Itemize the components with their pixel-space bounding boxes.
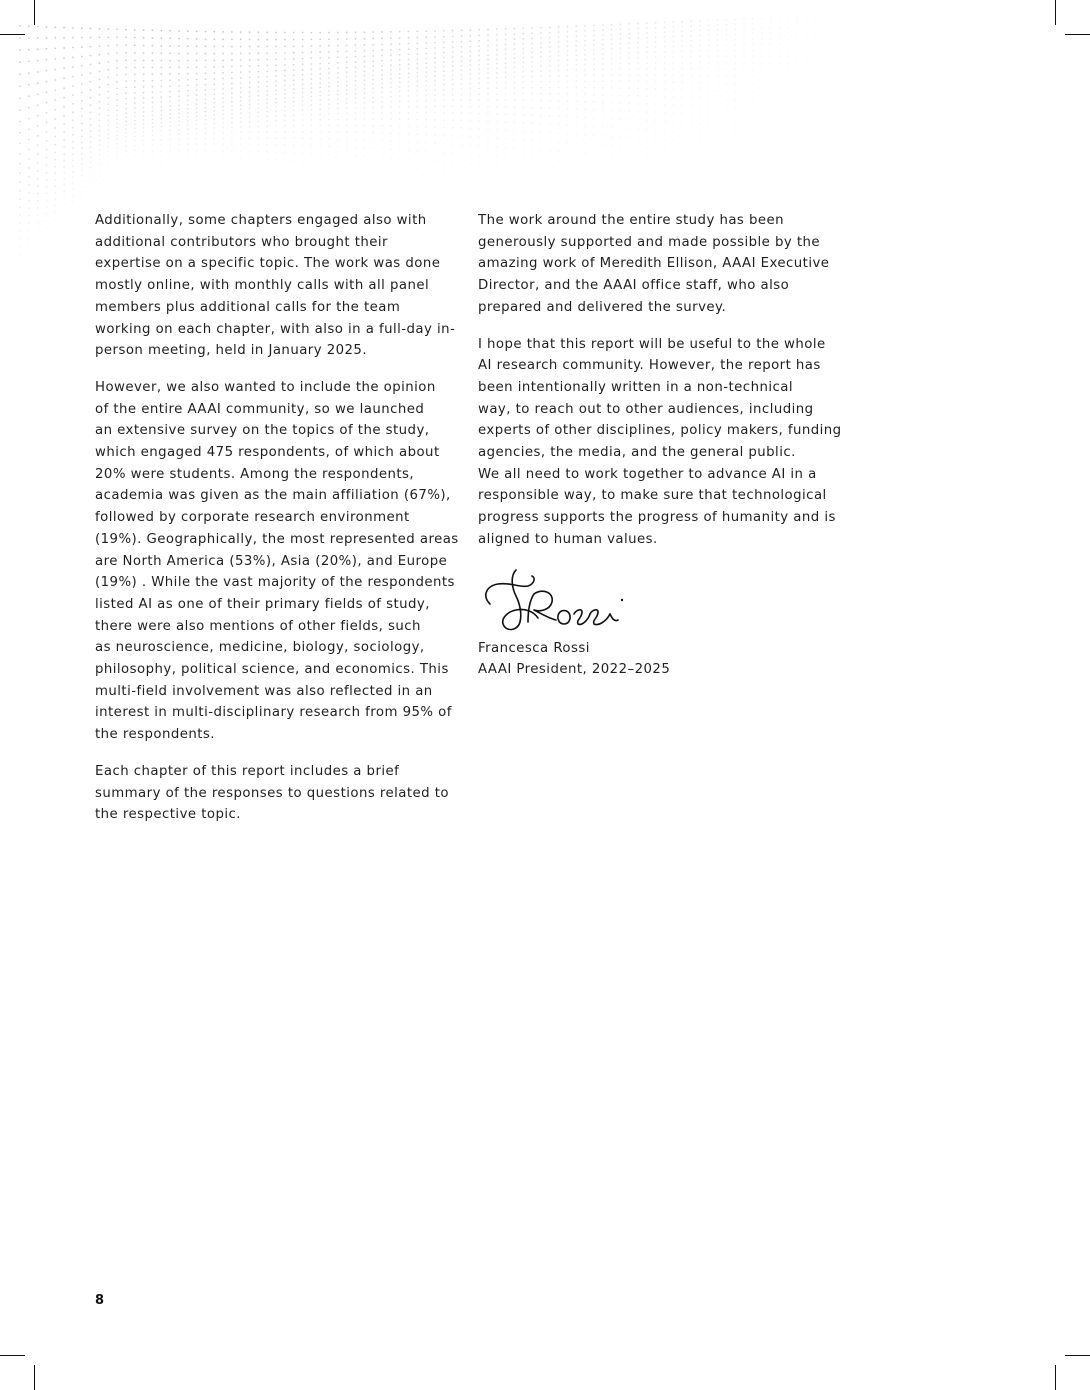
signer-name: Francesca Rossi — [478, 640, 590, 656]
paragraph-chapter-summary: Each chapter of this report includes a brief summary of the responses to questions related to the respective topic. — [95, 763, 449, 823]
paragraph-acknowledgements: The work around the entire study has been generously supported and made possible by the amazing work of Meredith Ellison, AAAI Executive Director, and the AAAI office staff, who also prepared and delivered the survey. — [478, 213, 830, 315]
left-column — [95, 210, 461, 841]
signer-title: AAAI President, 2022–2025 — [478, 662, 671, 678]
crop-mark-bottom-left-horizontal — [0, 1355, 25, 1356]
paragraph-contributors: Additionally, some chapters engaged also with additional contributors who brought their expertise on a specific topic. The work was done mostly online, with monthly calls with all panel members plus additional calls for the team working on each chapter, with also in a full-day in- person meeting, held in January 2025. — [95, 213, 456, 359]
paragraph-audience: I hope that this report will be useful to the whole AI research community. However, the report has been intentionally written in a non-technical way, to reach out to other audiences, including experts of other disciplines, policy makers, funding agencies, the media, and the general public. We all need to work together to advance AI in a responsible way, to make sure that technological progress supports the progress of humanity and is aligned to human values. — [478, 336, 842, 547]
crop-mark-bottom-right-horizontal — [1065, 1355, 1090, 1356]
paragraph-survey: However, we also wanted to include the opinion of the entire AAAI community, so we launched an extensive survey on the topics of the study, which engaged 475 respondents, of which about 20% were students. Among the respondents, academia was given as the main affiliation (67%), followed by corporate research environment (19%). Geographically, the most represented areas are North America (53%), Asia (20%), and Europe (19%) . While the vast majority of the respondents listed AI as one of their primary fields of study, there were also mentions of other fields, such as neuroscience, medicine, biology, sociology, philosophy, political science, and economics. This multi-field involvement was also reflected in an interest in multi-disciplinary research from 95% of the respondents. — [95, 379, 459, 743]
crop-mark-bottom-right-vertical — [1055, 1365, 1056, 1390]
page-number: 8 — [95, 1293, 105, 1308]
right-column — [478, 210, 850, 681]
crop-mark-bottom-left-vertical — [34, 1365, 35, 1390]
handwritten-signature — [476, 566, 636, 636]
